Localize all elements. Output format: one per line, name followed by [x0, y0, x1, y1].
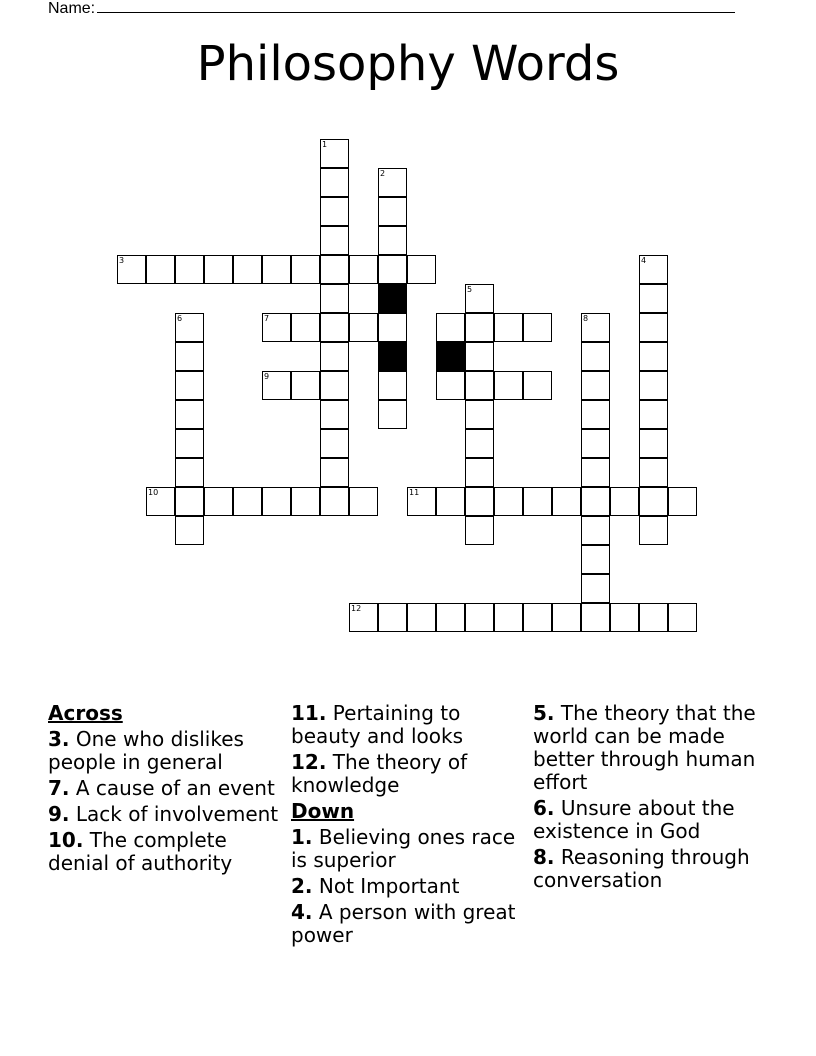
- grid-cell[interactable]: [204, 487, 233, 516]
- grid-cell[interactable]: [465, 487, 494, 516]
- clue-column-3: [533, 702, 783, 895]
- grid-cell[interactable]: [262, 487, 291, 516]
- grid-cell[interactable]: [581, 400, 610, 429]
- clue-number: 11: [409, 488, 420, 497]
- grid-cell[interactable]: [581, 545, 610, 574]
- grid-cell[interactable]: [581, 342, 610, 371]
- grid-cell[interactable]: [610, 487, 639, 516]
- grid-cell[interactable]: [581, 574, 610, 603]
- grid-cell[interactable]: [378, 400, 407, 429]
- grid-cell[interactable]: [349, 313, 378, 342]
- grid-cell[interactable]: [320, 197, 349, 226]
- grid-cell[interactable]: [465, 429, 494, 458]
- clue-number: 8: [583, 314, 589, 323]
- grid-cell[interactable]: [668, 487, 697, 516]
- grid-cell[interactable]: [436, 371, 465, 400]
- clue-number: 5: [467, 285, 473, 294]
- grid-cell[interactable]: [233, 487, 262, 516]
- clue-across-10: 10. The complete denial of authority: [48, 828, 233, 875]
- grid-cell[interactable]: [581, 603, 610, 632]
- grid-cell[interactable]: [175, 429, 204, 458]
- grid-cell[interactable]: [639, 400, 668, 429]
- clue-across-12: 12. The theory of knowledge: [291, 750, 468, 797]
- grid-cell[interactable]: [465, 342, 494, 371]
- clue-down-2: 2. Not Important: [291, 874, 460, 898]
- grid-cell[interactable]: [436, 313, 465, 342]
- grid-cell[interactable]: [378, 197, 407, 226]
- grid-cell[interactable]: [552, 603, 581, 632]
- grid-cell[interactable]: [523, 371, 552, 400]
- grid-cell[interactable]: [465, 313, 494, 342]
- grid-cell[interactable]: [320, 342, 349, 371]
- grid-cell[interactable]: [378, 371, 407, 400]
- clue-number: 2: [380, 169, 386, 178]
- grid-cell[interactable]: [465, 458, 494, 487]
- grid-cell[interactable]: [320, 255, 349, 284]
- clue-down-1: 1. Believing ones race is superior: [291, 825, 516, 872]
- grid-cell[interactable]: [639, 487, 668, 516]
- grid-block: [436, 342, 465, 371]
- grid-cell[interactable]: [175, 516, 204, 545]
- grid-cell[interactable]: [146, 255, 175, 284]
- grid-cell[interactable]: [175, 487, 204, 516]
- grid-cell[interactable]: [639, 603, 668, 632]
- grid-cell[interactable]: [494, 603, 523, 632]
- grid-cell[interactable]: [320, 400, 349, 429]
- grid-cell[interactable]: [581, 487, 610, 516]
- grid-cell[interactable]: [523, 487, 552, 516]
- grid-cell[interactable]: [581, 313, 610, 342]
- grid-cell[interactable]: [349, 255, 378, 284]
- grid-cell[interactable]: [639, 371, 668, 400]
- grid-cell[interactable]: [639, 255, 668, 284]
- clue-number: 1: [322, 140, 328, 149]
- grid-cell[interactable]: [465, 400, 494, 429]
- grid-cell[interactable]: [581, 371, 610, 400]
- clue-across-11: 11. Pertaining to beauty and looks: [291, 701, 463, 748]
- grid-cell[interactable]: [175, 255, 204, 284]
- grid-cell[interactable]: [494, 371, 523, 400]
- grid-cell[interactable]: [407, 487, 436, 516]
- grid-cell[interactable]: [639, 342, 668, 371]
- grid-cell[interactable]: [581, 429, 610, 458]
- grid-cell[interactable]: [639, 458, 668, 487]
- grid-cell[interactable]: [378, 168, 407, 197]
- clue-number: 3: [119, 256, 125, 265]
- clue-down-5: 5. The theory that the world can be made better through human effort: [533, 701, 756, 794]
- grid-cell[interactable]: [291, 371, 320, 400]
- grid-cell[interactable]: [233, 255, 262, 284]
- clue-column-2: [291, 702, 531, 950]
- grid-cell[interactable]: [378, 313, 407, 342]
- grid-cell[interactable]: [581, 516, 610, 545]
- grid-cell[interactable]: [494, 487, 523, 516]
- grid-cell[interactable]: [552, 487, 581, 516]
- clue-number: 9: [264, 372, 270, 381]
- clue-number: 6: [177, 314, 183, 323]
- grid-cell[interactable]: [436, 487, 465, 516]
- grid-cell[interactable]: [610, 603, 639, 632]
- grid-cell[interactable]: [320, 226, 349, 255]
- grid-cell[interactable]: [204, 255, 233, 284]
- grid-cell[interactable]: [175, 342, 204, 371]
- grid-cell[interactable]: [465, 603, 494, 632]
- grid-cell[interactable]: [175, 458, 204, 487]
- grid-cell[interactable]: [436, 603, 465, 632]
- clue-column-1: [48, 702, 288, 878]
- grid-cell[interactable]: [407, 603, 436, 632]
- clue-number: 10: [148, 488, 159, 497]
- grid-cell[interactable]: [465, 284, 494, 313]
- clue-down-6: 6. Unsure about the existence in God: [533, 796, 735, 843]
- grid-cell[interactable]: [523, 313, 552, 342]
- clue-down-8: 8. Reasoning through conversation: [533, 845, 750, 892]
- grid-cell[interactable]: [639, 313, 668, 342]
- grid-cell[interactable]: [494, 313, 523, 342]
- grid-cell[interactable]: [581, 458, 610, 487]
- grid-cell[interactable]: [668, 603, 697, 632]
- grid-cell[interactable]: [320, 371, 349, 400]
- grid-cell[interactable]: [378, 255, 407, 284]
- grid-cell[interactable]: [349, 487, 378, 516]
- grid-cell[interactable]: [639, 516, 668, 545]
- clue-across-7: 7. A cause of an event: [48, 776, 275, 800]
- grid-block: [378, 284, 407, 313]
- grid-cell[interactable]: [291, 313, 320, 342]
- clue-number: 7: [264, 314, 270, 323]
- clue-across-3: 3. One who dislikes people in general: [48, 727, 244, 774]
- grid-cell[interactable]: [320, 168, 349, 197]
- page-title: Philosophy Words: [196, 36, 620, 92]
- clue-down-4: 4. A person with great power: [291, 900, 516, 947]
- grid-cell[interactable]: [175, 371, 204, 400]
- grid-cell[interactable]: [262, 255, 291, 284]
- grid-cell[interactable]: [465, 371, 494, 400]
- grid-cell[interactable]: [291, 487, 320, 516]
- clue-number: 12: [351, 604, 362, 613]
- grid-cell[interactable]: [639, 284, 668, 313]
- grid-cell[interactable]: [262, 371, 291, 400]
- grid-cell[interactable]: [320, 458, 349, 487]
- grid-cell[interactable]: [146, 487, 175, 516]
- grid-block: [378, 342, 407, 371]
- grid-cell[interactable]: [378, 226, 407, 255]
- grid-cell[interactable]: [349, 603, 378, 632]
- across-heading: Across: [48, 701, 123, 725]
- grid-cell[interactable]: [465, 516, 494, 545]
- grid-cell[interactable]: [407, 255, 436, 284]
- down-heading: Down: [291, 799, 355, 823]
- grid-cell[interactable]: [262, 313, 291, 342]
- grid-cell[interactable]: [523, 603, 552, 632]
- grid-cell[interactable]: [320, 429, 349, 458]
- grid-cell[interactable]: [320, 284, 349, 313]
- grid-cell[interactable]: [320, 313, 349, 342]
- clue-number: 4: [641, 256, 647, 265]
- grid-cell[interactable]: [175, 313, 204, 342]
- grid-cell[interactable]: [320, 487, 349, 516]
- name-label: Name:: [48, 0, 96, 17]
- grid-cell[interactable]: [378, 603, 407, 632]
- grid-cell[interactable]: [291, 255, 320, 284]
- clue-across-9: 9. Lack of involvement: [48, 802, 279, 826]
- grid-cell[interactable]: [320, 139, 349, 168]
- grid-cell[interactable]: [117, 255, 146, 284]
- grid-cell[interactable]: [639, 429, 668, 458]
- grid-cell[interactable]: [175, 400, 204, 429]
